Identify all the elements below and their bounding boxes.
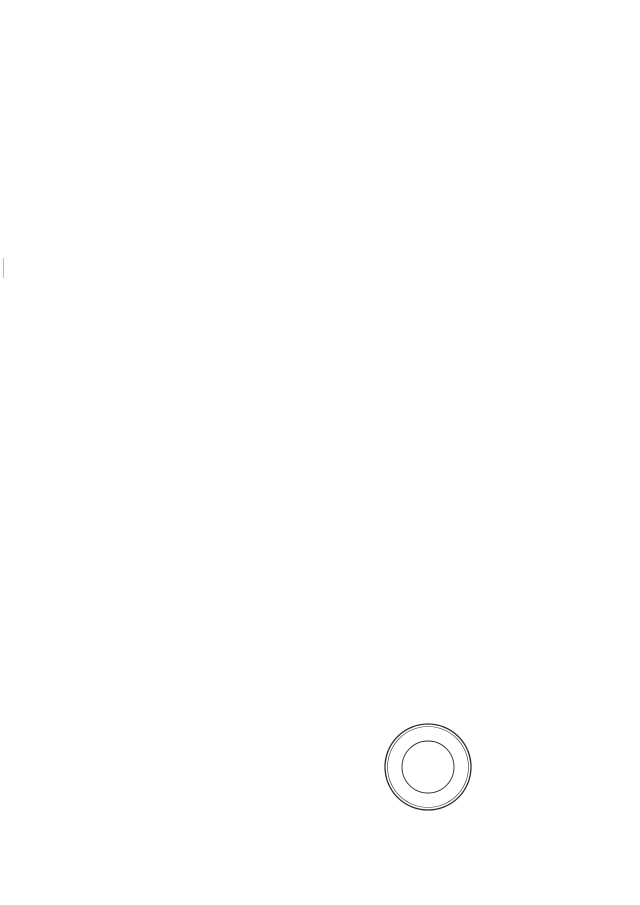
margin-scan-mark <box>3 258 4 278</box>
seal-outer-ring <box>385 724 471 810</box>
seal-inner-ring <box>402 741 454 793</box>
official-seal-stamp <box>383 722 473 812</box>
seal-outer-ring-inner <box>388 727 469 808</box>
